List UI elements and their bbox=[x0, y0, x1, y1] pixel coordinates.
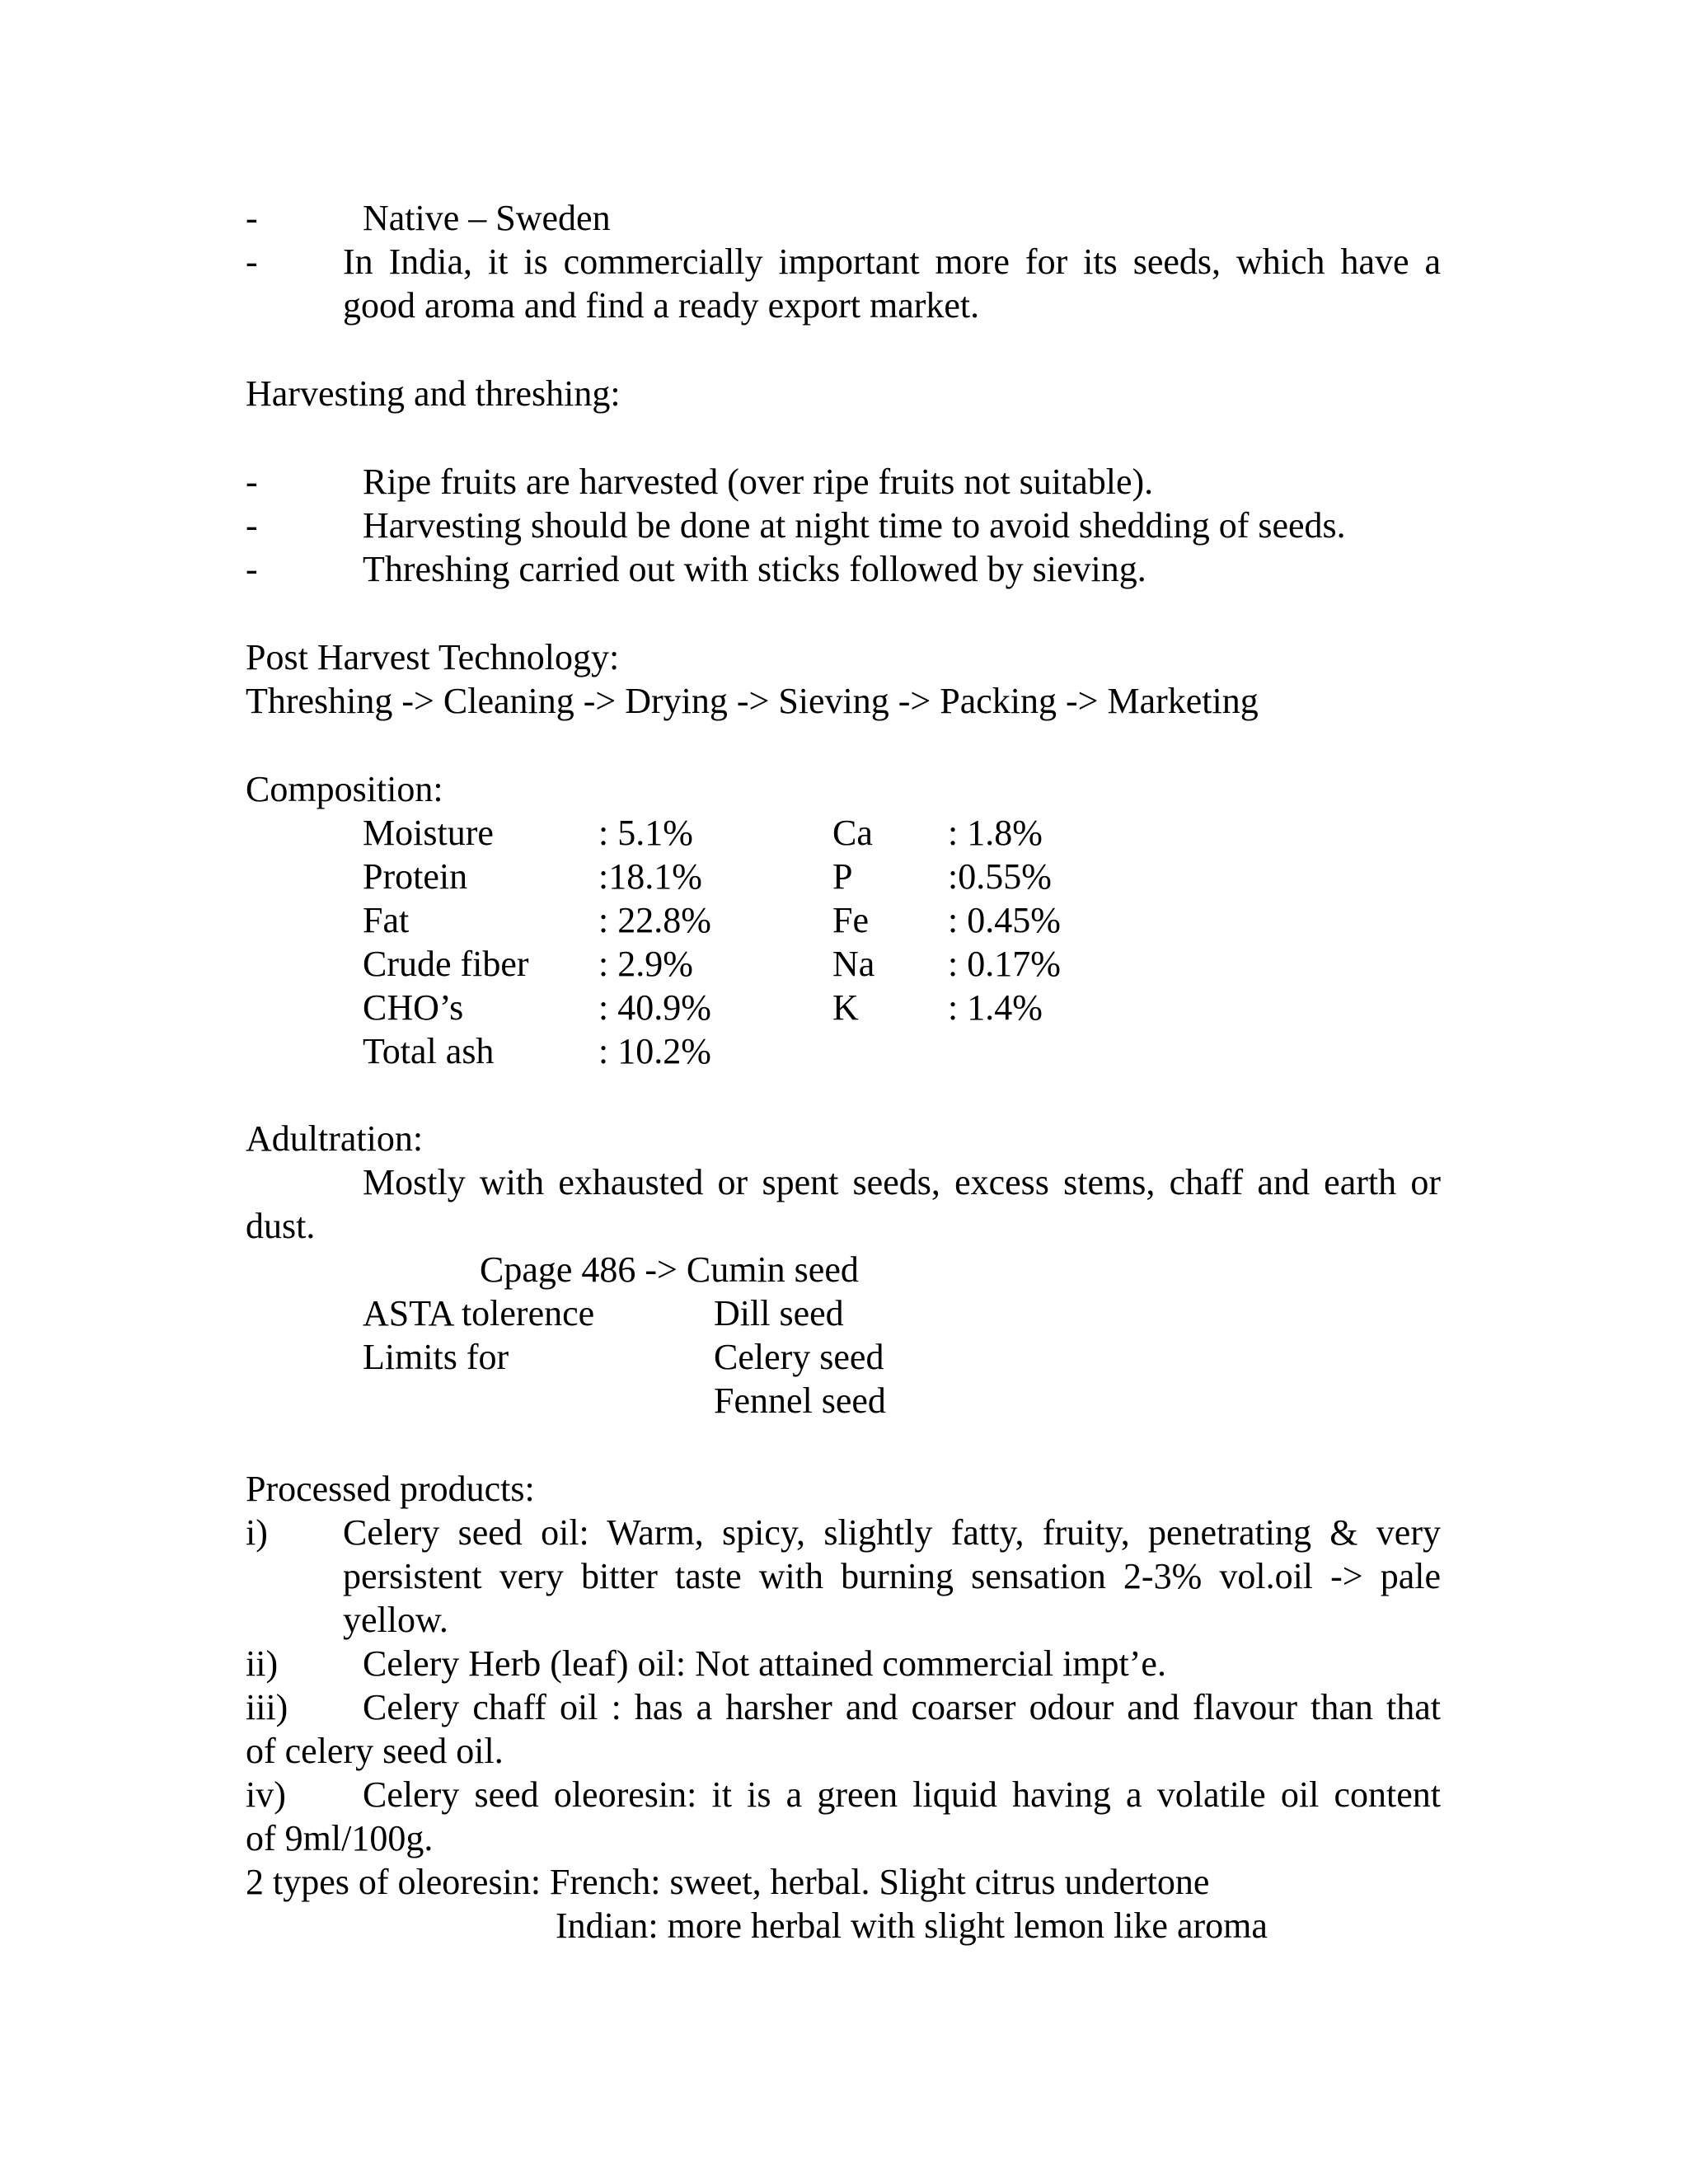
cpage-reference: Cpage 486 -> Cumin seed bbox=[480, 1249, 859, 1290]
composition-name: Total ash bbox=[363, 1031, 495, 1071]
processed-item-1-line-2: persistent very bitter taste with burning sensation 2-3% vol.oil -> pale bbox=[343, 1556, 1441, 1596]
asta-label-1: ASTA tolerence bbox=[363, 1293, 595, 1333]
harvesting-heading: Harvesting and threshing: bbox=[246, 373, 621, 414]
intro-bullet: - bbox=[246, 198, 258, 238]
mineral-name: P bbox=[832, 856, 853, 897]
composition-name: Crude fiber bbox=[363, 944, 529, 984]
oleoresin-types-line-1: 2 types of oleoresin: French: sweet, herbal. Slight citrus undertone bbox=[246, 1862, 1210, 1902]
post-harvest-heading: Post Harvest Technology: bbox=[246, 637, 620, 677]
composition-name: Fat bbox=[363, 900, 410, 940]
harvesting-item-2: Harvesting should be done at night time to avoid shedding of seeds. bbox=[363, 505, 1346, 546]
processed-item-number: iii) bbox=[246, 1687, 288, 1727]
post-harvest-flow: Threshing -> Cleaning -> Drying -> Sieving -> Packing -> Marketing bbox=[246, 681, 1259, 721]
mineral-value: : 1.8% bbox=[948, 813, 1043, 853]
processed-item-3-line-1: Celery chaff oil : has a harsher and coarser odour and flavour than that bbox=[363, 1687, 1441, 1727]
composition-value: :18.1% bbox=[598, 856, 702, 897]
harvesting-bullet: - bbox=[246, 505, 258, 546]
processed-item-3-line-2: of celery seed oil. bbox=[246, 1731, 504, 1771]
processed-item-1-line-3: yellow. bbox=[343, 1600, 448, 1640]
intro-india-line-2: good aroma and find a ready export market. bbox=[343, 285, 980, 326]
seed-item: Celery seed bbox=[714, 1337, 884, 1377]
processed-item-4-line-2: of 9ml/100g. bbox=[246, 1818, 434, 1858]
processed-item-number: i) bbox=[246, 1512, 268, 1553]
mineral-name: Fe bbox=[832, 900, 869, 940]
composition-heading: Composition: bbox=[246, 769, 443, 809]
asta-label-2: Limits for bbox=[363, 1337, 509, 1377]
composition-value: : 40.9% bbox=[598, 987, 711, 1028]
seed-item: Fennel seed bbox=[714, 1380, 886, 1421]
harvesting-item-1: Ripe fruits are harvested (over ripe fruits not suitable). bbox=[363, 462, 1154, 502]
adulteration-line-1: Mostly with exhausted or spent seeds, excess stems, chaff and earth or bbox=[363, 1162, 1441, 1202]
intro-india-line-1: In India, it is commercially important more for its seeds, which have a bbox=[343, 241, 1441, 282]
mineral-value: :0.55% bbox=[948, 856, 1052, 897]
composition-name: Protein bbox=[363, 856, 468, 897]
oleoresin-types-line-2: Indian: more herbal with slight lemon like aroma bbox=[556, 1905, 1268, 1946]
mineral-value: : 0.17% bbox=[948, 944, 1061, 984]
processed-item-number: ii) bbox=[246, 1643, 279, 1684]
composition-name: CHO’s bbox=[363, 987, 464, 1028]
processed-item-1-line-1: Celery seed oil: Warm, spicy, slightly fatty, fruity, penetrating & very bbox=[343, 1512, 1441, 1553]
composition-value: : 22.8% bbox=[598, 900, 711, 940]
harvesting-bullet: - bbox=[246, 549, 258, 589]
composition-name: Moisture bbox=[363, 813, 494, 853]
mineral-value: : 0.45% bbox=[948, 900, 1061, 940]
intro-bullet: - bbox=[246, 241, 258, 282]
mineral-name: Na bbox=[832, 944, 875, 984]
harvesting-bullet: - bbox=[246, 462, 258, 502]
mineral-name: K bbox=[832, 987, 859, 1028]
processed-item-number: iv) bbox=[246, 1774, 286, 1815]
processed-item-2: Celery Herb (leaf) oil: Not attained commercial impt’e. bbox=[363, 1643, 1166, 1684]
mineral-name: Ca bbox=[832, 813, 873, 853]
harvesting-item-3: Threshing carried out with sticks followed by sieving. bbox=[363, 549, 1146, 589]
composition-value: : 2.9% bbox=[598, 944, 693, 984]
adulteration-heading: Adultration: bbox=[246, 1118, 424, 1159]
composition-value: : 10.2% bbox=[598, 1031, 711, 1071]
adulteration-line-2: dust. bbox=[246, 1206, 316, 1246]
intro-native-line: Native – Sweden bbox=[363, 198, 611, 238]
composition-value: : 5.1% bbox=[598, 813, 693, 853]
seed-item: Dill seed bbox=[714, 1293, 844, 1333]
processed-heading: Processed products: bbox=[246, 1469, 535, 1509]
mineral-value: : 1.4% bbox=[948, 987, 1043, 1028]
processed-item-4-line-1: Celery seed oleoresin: it is a green liquid having a volatile oil content bbox=[363, 1774, 1441, 1815]
